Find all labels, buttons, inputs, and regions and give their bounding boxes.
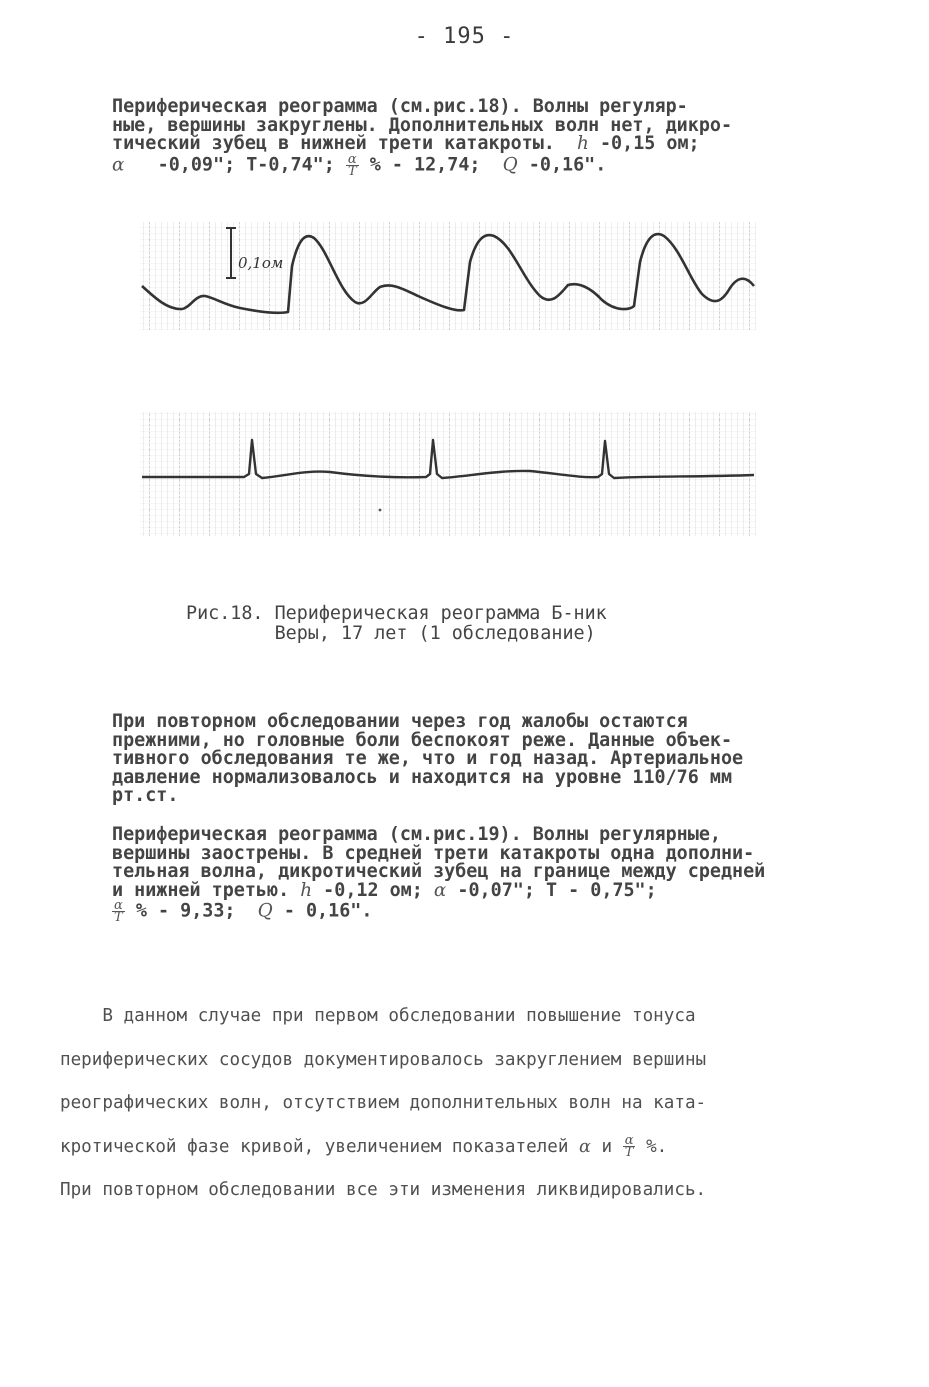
paragraph-2 bbox=[112, 713, 743, 806]
p4-line-5: При повторном обследовании все эти изменения ликвидировались. bbox=[60, 1180, 707, 1200]
p3-Q-value: - 0,16". bbox=[283, 900, 373, 922]
p2-line-1: При повторном обследовании через год жалобы остаются bbox=[112, 711, 688, 732]
p3-line-3: тельная волна, дикротический зубец на границе между средней bbox=[112, 861, 766, 882]
page-number: - 195 - bbox=[414, 24, 515, 49]
rheogram-figure bbox=[0, 0, 929, 600]
p4-percent: %. bbox=[646, 1136, 668, 1157]
alpha-over-T-fraction: $\frac{\alpha}{T}$ bbox=[114, 898, 123, 925]
p3-h-value: -0,12 ом; bbox=[323, 879, 423, 901]
p1-line-2: ные, вершины закруглены. Дополнительных волн нет, дикро- bbox=[112, 114, 733, 136]
p1-T-value: T-0,74"; bbox=[246, 154, 335, 175]
p1-ratio-value: % - 12,74; bbox=[369, 154, 481, 175]
alpha-symbol: α bbox=[433, 879, 447, 901]
alpha-over-T-fraction: $\frac{\alpha}{T}$ bbox=[347, 151, 357, 179]
p2-line-4: давление нормализовалось и находится на уровне 110/76 мм bbox=[112, 766, 733, 788]
figure-caption bbox=[186, 604, 607, 644]
paragraph-4 bbox=[60, 995, 706, 1213]
h-symbol: h bbox=[300, 879, 313, 901]
scale-label: 0,1ом bbox=[238, 254, 284, 272]
p3-line-4: и нижней третью. bbox=[112, 879, 290, 901]
p4-line-2: периферических сосудов документировалось закруглением вершины bbox=[60, 1049, 707, 1070]
p1-alpha-value: -0,09"; bbox=[157, 154, 236, 175]
p1-Q-value: -0,16". bbox=[528, 154, 607, 175]
paragraph-3 bbox=[112, 826, 765, 923]
p2-line-5: рт.ст. bbox=[112, 785, 179, 806]
p4-line-1: В данном случае при первом обследовании повышение тонуса bbox=[102, 1006, 696, 1026]
alpha-over-T-fraction: $\frac{\alpha}{T}$ bbox=[624, 1133, 634, 1160]
p3-line-2: вершины заострены. В средней трети катакроты одна дополни- bbox=[112, 842, 755, 864]
Q-symbol: Q bbox=[502, 154, 518, 175]
p1-h-value: -0,15 ом; bbox=[599, 133, 700, 154]
p2-line-2: прежними, но головные боли беспокоят реже. Данные объек- bbox=[112, 729, 733, 751]
Q-symbol: Q bbox=[257, 900, 273, 922]
p1-line-1: Периферическая реограмма (см.рис.18). Волны регуляр- bbox=[112, 96, 688, 117]
ecg-strip bbox=[140, 412, 756, 536]
h-symbol: h bbox=[577, 133, 589, 154]
p2-line-3: тивного обследования те же, что и год назад. Артериальное bbox=[112, 748, 744, 769]
caption-line-1: Рис.18. Периферическая реограмма Б-ник bbox=[186, 603, 607, 624]
caption-line-2: Веры, 17 лет (1 обследование) bbox=[274, 623, 596, 644]
alpha-symbol: α bbox=[579, 1136, 591, 1157]
rheogram-strip bbox=[140, 222, 756, 330]
ink-dot bbox=[379, 509, 382, 512]
alpha-symbol: α bbox=[112, 154, 125, 175]
p3-alpha-value: -0,07"; T - 0,75"; bbox=[457, 879, 657, 901]
p4-line-4: кротической фазе кривой, увеличением показателей bbox=[60, 1136, 569, 1157]
p3-ratio-value: % - 9,33; bbox=[135, 900, 236, 922]
p3-line-1: Периферическая реограмма (см.рис.19). Волны регулярные, bbox=[112, 824, 721, 845]
p4-and: и bbox=[601, 1136, 613, 1157]
p4-line-3: реографических волн, отсутствием дополнительных волн на ката- bbox=[60, 1093, 707, 1113]
p1-line-3: тический зубец в нижней трети катакроты. bbox=[112, 133, 555, 154]
